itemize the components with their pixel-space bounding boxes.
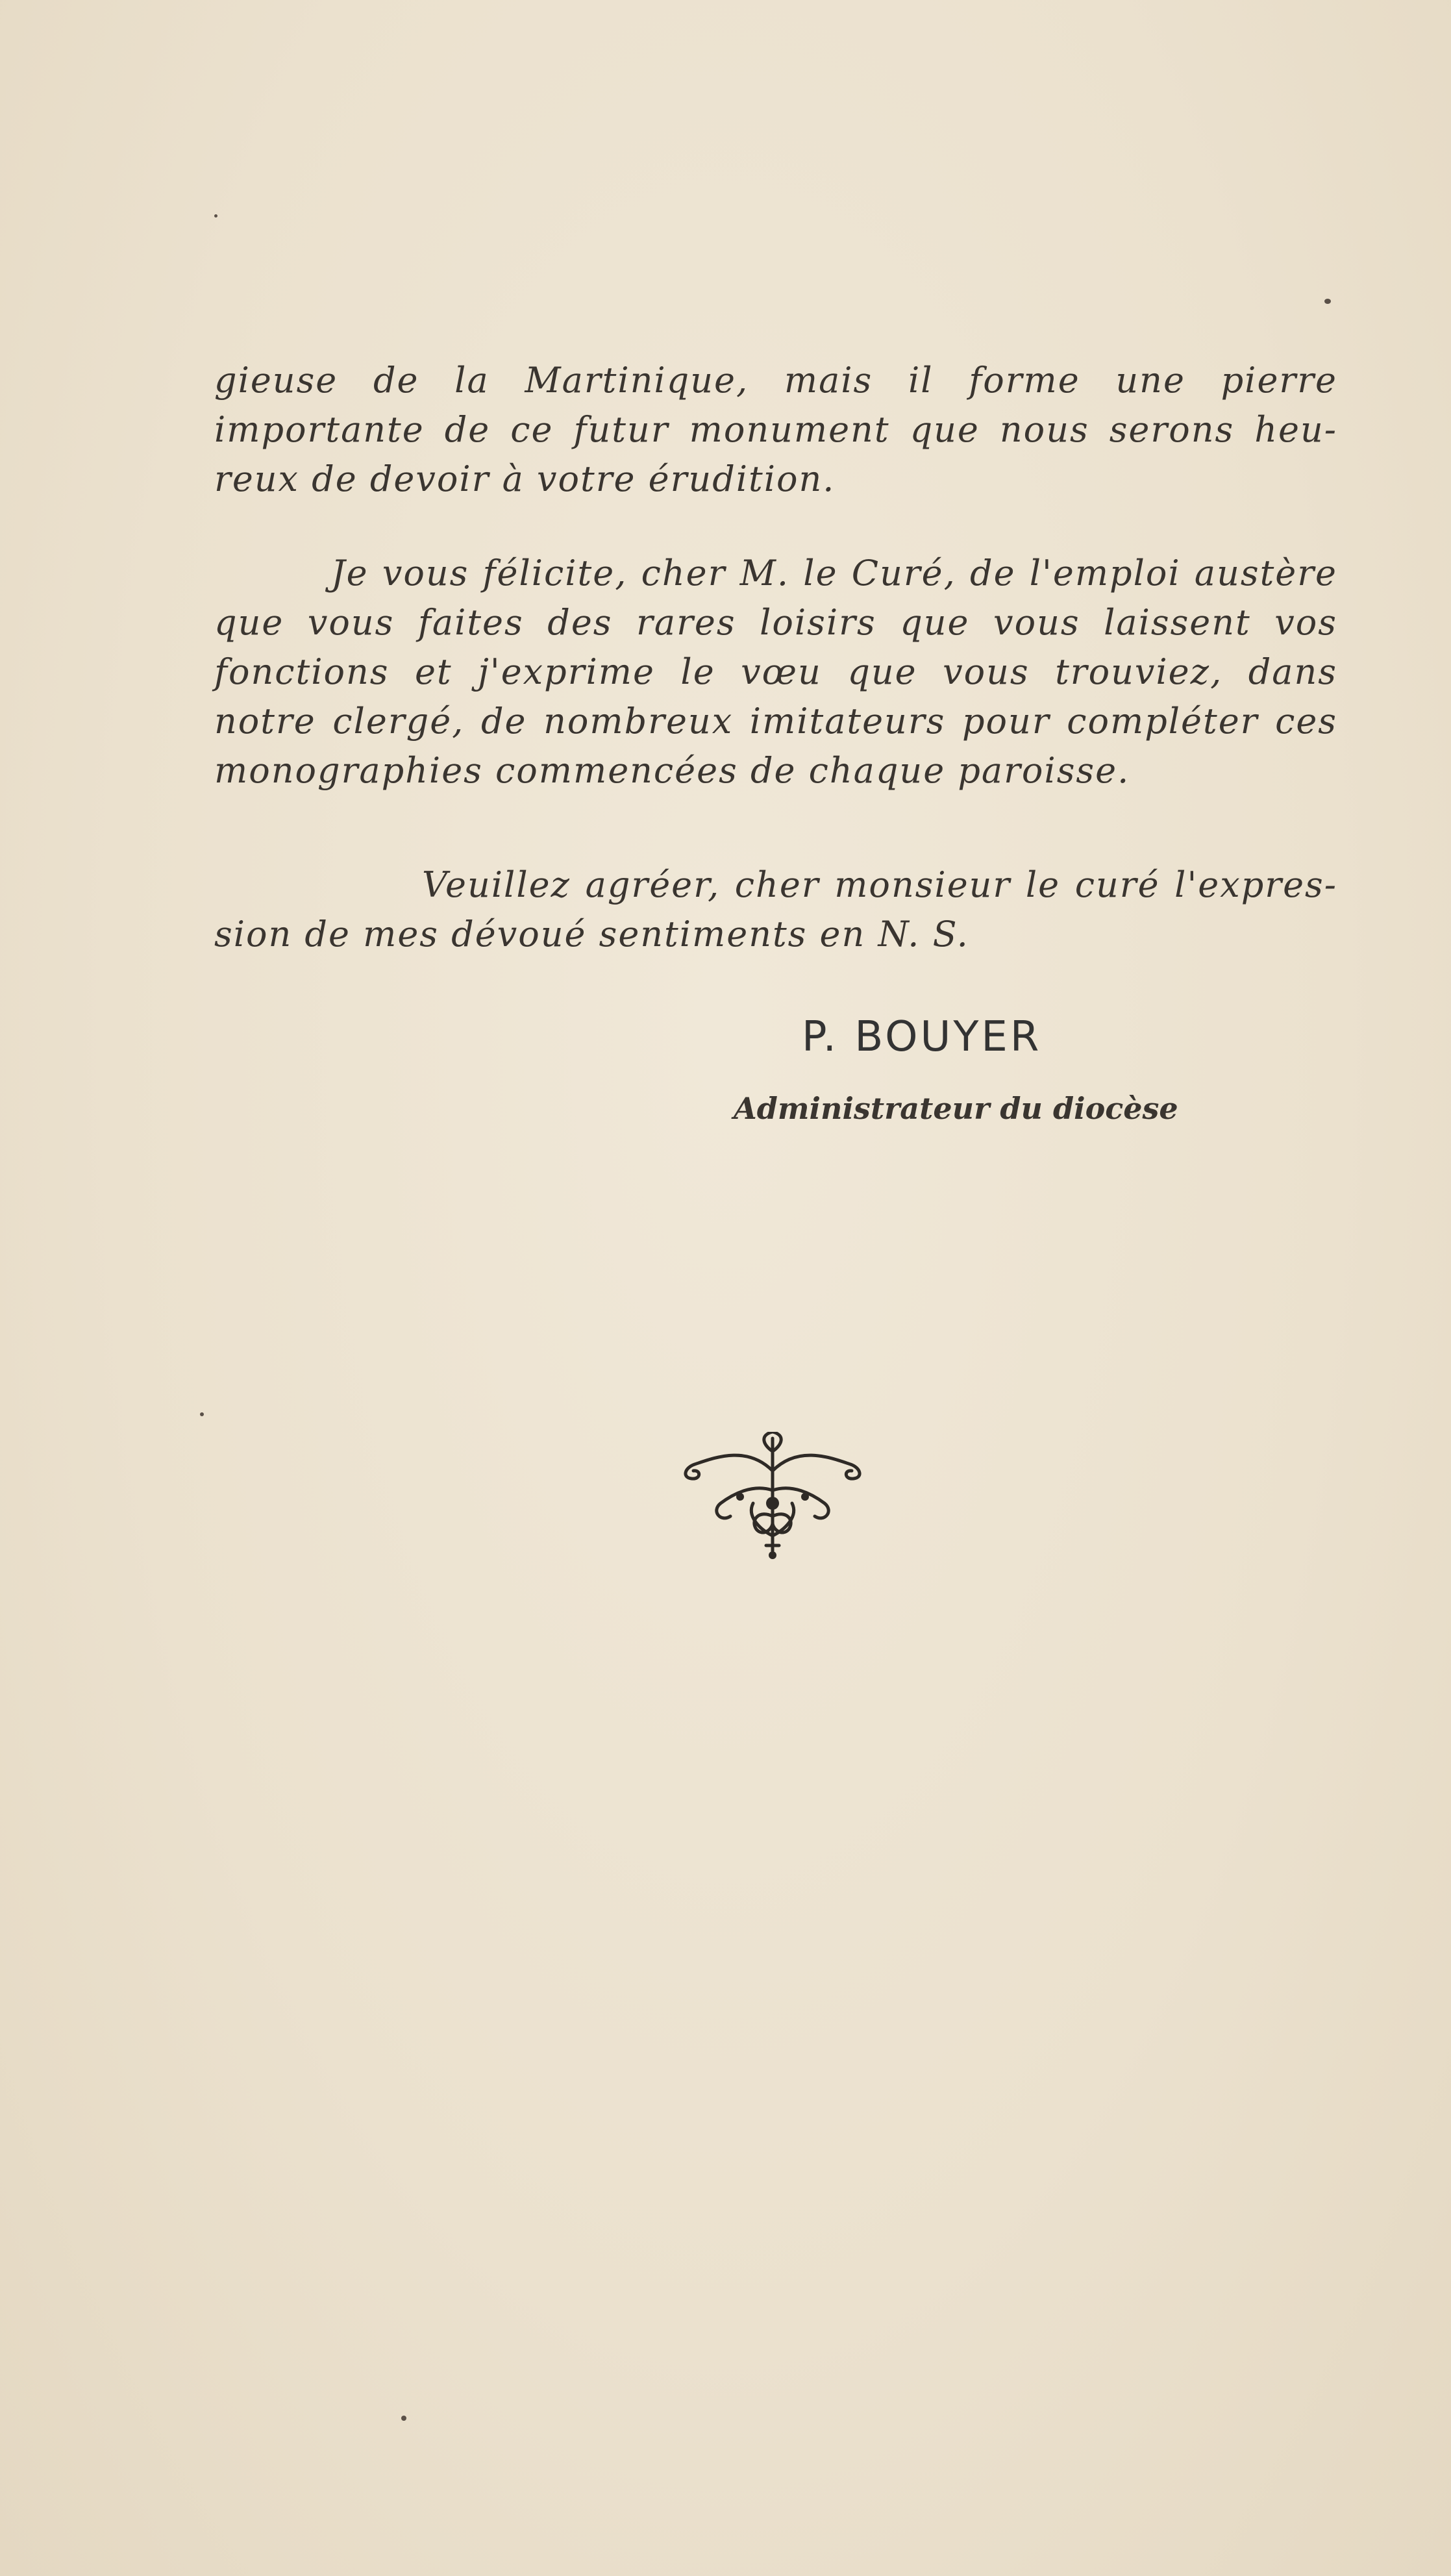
signature-title: Administrateur du diocèse <box>734 1091 1178 1126</box>
text-line: reux de devoir à votre érudition. <box>214 458 836 499</box>
text-line: Je vous félicite, cher M. le Curé, de l'emploi austère <box>331 553 1337 594</box>
paper-speck <box>200 1412 204 1416</box>
paragraph-1 <box>214 356 1337 504</box>
floral-vignette-icon <box>675 1432 870 1562</box>
paper-speck <box>1324 299 1331 304</box>
signature-name: P. BOUYER <box>802 1013 1042 1061</box>
paragraph-3 <box>214 860 1337 959</box>
text-line: monographies commencées de chaque paroisse. <box>214 750 1130 791</box>
text-line: que vous faites des rares loisirs que vous laissent vos <box>214 602 1337 643</box>
text-line: gieuse de la Martinique, mais il forme une pierre <box>214 360 1337 401</box>
paper-speck <box>214 214 217 218</box>
paper-speck <box>401 2416 406 2421</box>
text-line: Veuillez agréer, cher monsieur le curé l'expres- <box>422 864 1337 905</box>
text-line: fonctions et j'exprime le vœu que vous trouviez, dans <box>214 651 1337 692</box>
text-line: sion de mes dévoué sentiments en N. S. <box>214 914 969 955</box>
text-line: notre clergé, de nombreux imitateurs pour compléter ces <box>214 701 1337 742</box>
paragraph-2 <box>214 549 1337 795</box>
text-line: importante de ce futur monument que nous serons heu- <box>214 409 1337 450</box>
